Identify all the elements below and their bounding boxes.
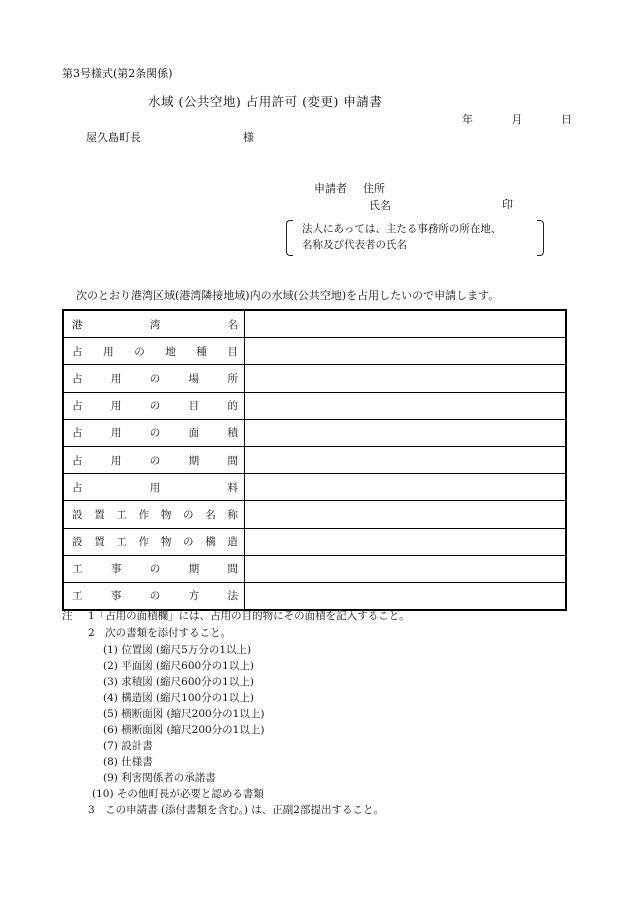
date-month-label: 月 — [511, 113, 523, 126]
attachment-item: (7) 設計書 — [103, 740, 153, 752]
table-row — [63, 338, 566, 365]
applicant-label: 申請者 — [314, 182, 347, 195]
row-label-cell — [63, 555, 245, 582]
table-row — [63, 446, 566, 473]
table-row — [63, 365, 566, 392]
row-label-cell — [63, 474, 245, 501]
addressee: 屋久島町長 — [86, 131, 141, 144]
document-title: 水域 (公共空地) 占用許可 (変更) 申請書 — [148, 94, 383, 109]
row-value-field[interactable] — [245, 528, 567, 555]
row-label-cell — [63, 419, 245, 446]
corporation-note-line: 法人にあっては、主たる事務所の所在地、 — [302, 223, 502, 235]
row-label-cell — [63, 446, 245, 473]
row-value-field[interactable] — [245, 446, 567, 473]
date-day-label: 日 — [561, 113, 572, 126]
corporation-note-line: 名称及び代表者の氏名 — [302, 239, 407, 251]
row-value-field[interactable] — [245, 365, 567, 392]
row-label-cell — [63, 310, 245, 338]
row-label-cell — [63, 392, 245, 419]
intro-statement: 次のとおり港湾区域(港湾隣接地域)内の水域(公共空地)を占用したいので申請します。 — [76, 289, 500, 302]
row-label: 占 用 の 期 間 — [72, 454, 238, 467]
row-label: 工 事 の 期 間 — [72, 563, 238, 576]
attachment-item: (9) 利害関係者の承諾書 — [103, 772, 216, 784]
table-row — [63, 501, 566, 528]
row-label-cell — [63, 528, 245, 555]
row-value-field[interactable] — [245, 310, 567, 338]
attachment-item: (8) 仕様書 — [103, 756, 153, 768]
notes-prefix: 注 — [62, 610, 73, 622]
row-label-cell — [63, 338, 245, 365]
note-item-1: 1「占用の面積欄」には、占用の目的物にその面積を記入すること。 — [88, 610, 410, 622]
note-item-2: 2 次の書類を添付すること。 — [88, 627, 232, 639]
table-row — [63, 419, 566, 446]
row-value-field[interactable] — [245, 555, 567, 582]
table-row — [63, 474, 566, 501]
attachment-item: (3) 求積図 (縮尺600分の1以上) — [103, 676, 254, 688]
attachment-item: (6) 横断面図 (縮尺200分の1以上) — [103, 724, 265, 736]
row-value-field[interactable] — [245, 419, 567, 446]
attachment-item: (5) 横断面図 (縮尺200分の1以上) — [103, 708, 265, 720]
corporation-note — [286, 220, 544, 256]
applicant-address-label: 住所 — [363, 182, 385, 195]
row-value-field[interactable] — [245, 474, 567, 501]
attachment-item: (10) その他町長が必要と認める書類 — [92, 788, 264, 800]
table-row — [63, 528, 566, 555]
row-label: 工 事 の 方 法 — [72, 590, 238, 603]
application-table — [62, 309, 567, 611]
date-year-label: 年 — [462, 113, 473, 126]
attachment-item: (4) 構造図 (縮尺100分の1以上) — [103, 692, 254, 704]
row-value-field[interactable] — [245, 582, 567, 610]
row-label-cell — [63, 582, 245, 610]
row-label: 設 置 工 作 物 の 名 称 — [72, 508, 238, 521]
attachment-item: (2) 平面図 (縮尺600分の1以上) — [103, 660, 254, 672]
date-line — [462, 114, 572, 125]
table-row — [63, 310, 566, 338]
table-row — [63, 555, 566, 582]
row-label-cell — [63, 501, 245, 528]
table-row — [63, 582, 566, 610]
row-label: 占 用 の 場 所 — [72, 372, 238, 385]
row-label: 占 用 の 面 積 — [72, 427, 238, 440]
row-value-field[interactable] — [245, 501, 567, 528]
note-item-3: 3 この申請書 (添付書類を含む。) は、正副2部提出すること。 — [88, 804, 384, 816]
row-label: 占 用 料 — [72, 481, 238, 494]
seal-mark: 印 — [502, 198, 513, 211]
row-value-field[interactable] — [245, 338, 567, 365]
row-value-field[interactable] — [245, 392, 567, 419]
table-row — [63, 392, 566, 419]
applicant-name-label: 氏名 — [369, 199, 391, 212]
form-number: 第3号様式(第2条関係) — [62, 67, 173, 80]
addressee-honorific: 様 — [243, 131, 254, 144]
attachment-item: (1) 位置図 (縮尺5万分の1以上) — [103, 644, 252, 656]
row-label: 設 置 工 作 物 の 構 造 — [72, 536, 238, 549]
row-label: 占 用 の 地 種 目 — [72, 345, 238, 358]
row-label: 港 湾 名 — [72, 318, 238, 331]
row-label: 占 用 の 目 的 — [72, 400, 238, 413]
left-bracket — [286, 220, 293, 256]
right-bracket — [537, 220, 544, 256]
row-label-cell — [63, 365, 245, 392]
